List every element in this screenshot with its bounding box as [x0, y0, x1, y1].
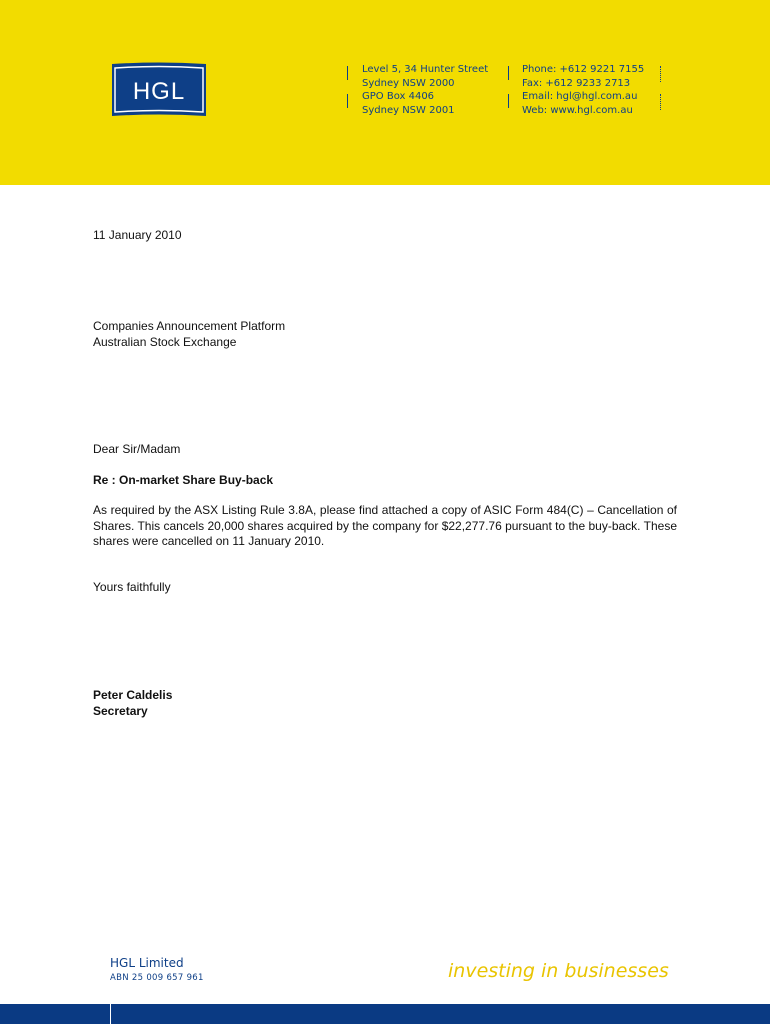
letter-body: As required by the ASX Listing Rule 3.8A, please find attached a copy of ASIC Form 484(C) – Cancellation of Shares. This cancels 20,000 shares acquired by the company for $22,277.76 pursuant to the buy-back. These shares were cancelled on 11 January 2010.	[93, 503, 677, 548]
recipient-line-1: Companies Announcement Platform	[93, 319, 286, 333]
footer-company-name: HGL Limited	[110, 956, 184, 970]
contact-divider	[508, 94, 509, 108]
closing: Yours faithfully	[93, 580, 171, 594]
address-block	[362, 63, 488, 117]
footer-band	[0, 1004, 770, 1024]
footer-band-tick	[110, 1004, 111, 1024]
contact-phone: Phone: +612 9221 7155	[522, 64, 645, 75]
salutation: Dear Sir/Madam	[93, 442, 181, 456]
footer-abn: ABN 25 009 657 961	[110, 973, 204, 983]
address-line-2: Sydney NSW 2000	[362, 77, 455, 89]
letterhead-band	[0, 0, 770, 185]
address-line-4: Sydney NSW 2001	[362, 104, 455, 116]
address-divider	[347, 94, 348, 108]
contact-divider	[508, 66, 509, 80]
hgl-logo	[108, 62, 210, 118]
address-line-3: GPO Box 4406	[362, 91, 435, 102]
footer-tagline: investing in businesses	[448, 960, 669, 982]
contact-fax: Fax: +612 9233 2713	[522, 77, 631, 89]
recipient-block	[93, 319, 285, 350]
letter-date: 11 January 2010	[93, 228, 182, 242]
contact-edge-rule	[660, 66, 661, 82]
contact-block	[522, 63, 644, 117]
logo-text: HGL	[132, 78, 186, 105]
recipient-line-2: Australian Stock Exchange	[93, 334, 237, 349]
address-line-1: Level 5, 34 Hunter Street	[362, 64, 489, 75]
subject-line: Re : On-market Share Buy-back	[93, 473, 274, 487]
contact-email: Email: hgl@hgl.com.au	[522, 91, 638, 102]
address-divider	[347, 66, 348, 80]
contact-web: Web: www.hgl.com.au	[522, 104, 633, 116]
signatory-name: Peter Caldelis	[93, 688, 173, 702]
signatory-title: Secretary	[93, 704, 148, 718]
contact-edge-rule	[660, 94, 661, 110]
